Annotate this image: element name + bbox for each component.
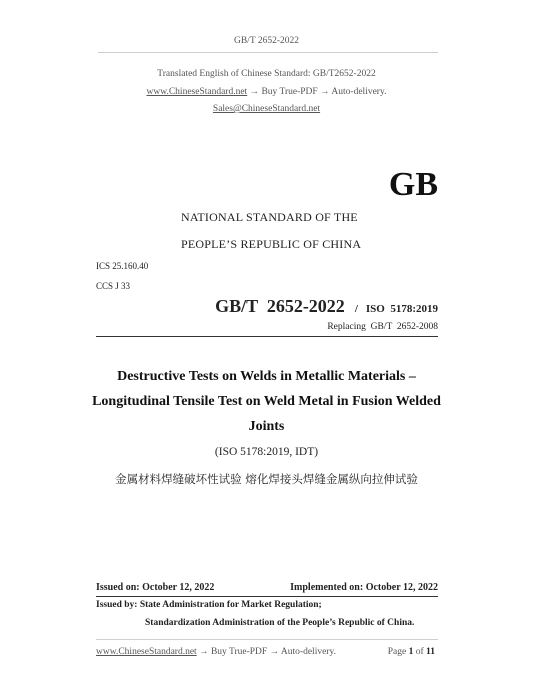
total-pages: 11 <box>426 647 435 657</box>
arrow-right-icon: → <box>269 647 280 657</box>
iso-reference: (ISO 5178:2019, IDT) <box>214 446 319 458</box>
iso-equivalent: ISO 5178:2019 <box>365 303 438 315</box>
arrow-right-icon: → <box>249 87 260 97</box>
site-link[interactable]: www.ChineseStandard.net <box>146 87 248 97</box>
gb-logo: GB <box>388 166 438 203</box>
title-line-1: Destructive Tests on Welds in Metallic Materials – <box>117 369 416 384</box>
header-rule <box>98 52 438 53</box>
standard-number: GB/T 2652-2022 <box>215 296 345 316</box>
chinese-title: 金属材料焊缝破坏性试验 熔化焊接头焊缝金属纵向拉伸试验 <box>115 472 418 486</box>
standard-number-line <box>215 296 438 317</box>
footer-purchase-line <box>96 647 336 657</box>
auto-delivery-text: Auto-delivery. <box>331 87 387 97</box>
of-label: of <box>415 647 424 657</box>
prc-line: PEOPLE’S REPUBLIC OF CHINA <box>181 237 362 251</box>
ccs-code: CCS J 33 <box>96 281 131 291</box>
footer-site-link[interactable]: www.ChineseStandard.net <box>96 647 197 657</box>
separator: / <box>354 303 358 315</box>
replacing-text: Replacing GB/T 2652-2008 <box>327 322 438 332</box>
footer-auto-text: Auto-delivery. <box>280 647 336 657</box>
title-rule <box>96 336 438 337</box>
implemented-date: Implemented on: October 12, 2022 <box>290 582 438 593</box>
arrow-right-icon: → <box>320 87 330 97</box>
purchase-line <box>0 87 533 97</box>
email-link[interactable]: Sales@ChineseStandard.net <box>212 104 321 114</box>
national-standard-line: NATIONAL STANDARD OF THE <box>181 210 358 224</box>
issuer-line-2: Standardization Administration of the People’s Republic of China. <box>145 618 415 628</box>
page-number: 1 <box>408 647 414 657</box>
arrow-right-icon: → <box>199 647 209 657</box>
running-header: GB/T 2652-2022 <box>233 36 299 46</box>
dates-rule <box>96 596 438 597</box>
page-label: Page <box>387 647 407 657</box>
ics-code: ICS 25.160.40 <box>96 261 149 271</box>
buy-text: Buy True-PDF <box>261 87 318 97</box>
issuer-line-1: Issued by: State Administration for Market Regulation; <box>96 600 322 610</box>
title-line-2: Longitudinal Tensile Test on Weld Metal in Fusion Welded <box>92 394 441 409</box>
page-indicator <box>388 647 435 657</box>
title-line-3: Joints <box>248 419 285 434</box>
issued-date: Issued on: October 12, 2022 <box>96 582 215 593</box>
footer-buy-text: Buy True-PDF <box>210 647 268 657</box>
translation-notice: Translated English of Chinese Standard: GB/T2652-2022 <box>157 69 376 79</box>
footer-rule <box>96 639 438 640</box>
